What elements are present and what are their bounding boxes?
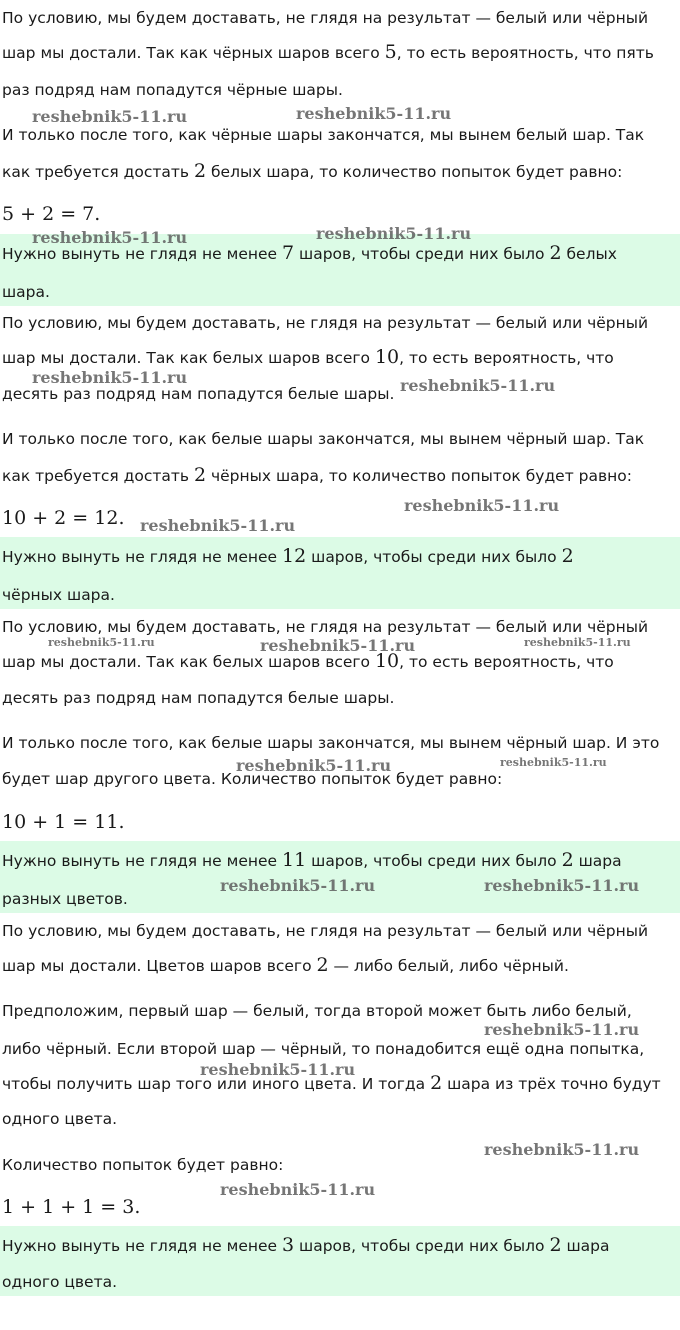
solution-text: шар мы достали. Так как белых шаров всего 10, то есть вероятность, что (2, 650, 614, 672)
watermark: reshebnik5-11.ru (400, 376, 556, 395)
formula: 10 + 1 = 11. (2, 811, 125, 833)
answer-text: чёрных шара. (2, 586, 115, 604)
answer-text: шара. (2, 283, 50, 301)
solution-text: чтобы получить шар того или иного цвета. И тогда 2 шара из трёх точно будут (2, 1072, 661, 1094)
watermark: reshebnik5-11.ru (140, 516, 296, 535)
solution-text: И только после того, как чёрные шары закончатся, мы вынем белый шар. Так (2, 126, 645, 144)
answer-text: Нужно вынуть не глядя не менее 7 шаров, чтобы среди них было 2 белых (2, 242, 617, 264)
answer-text: Нужно вынуть не глядя не менее 12 шаров, чтобы среди них было 2 (2, 545, 574, 567)
watermark: reshebnik5-11.ru (484, 1140, 640, 1159)
watermark: reshebnik5-11.ru (484, 876, 640, 895)
solution-text: как требуется достать 2 белых шара, то количество попыток будет равно: (2, 160, 623, 182)
watermark: reshebnik5-11.ru (524, 636, 631, 649)
watermark: reshebnik5-11.ru (48, 636, 155, 649)
watermark: reshebnik5-11.ru (260, 636, 416, 655)
watermark: reshebnik5-11.ru (200, 1060, 356, 1079)
watermark: reshebnik5-11.ru (404, 496, 560, 515)
answer-box (0, 1226, 680, 1296)
watermark: reshebnik5-11.ru (32, 368, 188, 387)
solution-text: десять раз подряд нам попадутся белые шары. (2, 385, 395, 403)
solution-text: одного цвета. (2, 1110, 118, 1128)
solution-text: шар мы достали. Так как чёрных шаров всего 5, то есть вероятность, что пять (2, 41, 654, 63)
watermark: reshebnik5-11.ru (484, 1020, 640, 1039)
watermark: reshebnik5-11.ru (220, 1180, 376, 1199)
solution-text: шар мы достали. Цветов шаров всего 2 — либо белый, либо чёрный. (2, 954, 569, 976)
watermark: reshebnik5-11.ru (316, 224, 472, 243)
solution-text: Количество попыток будет равно: (2, 1156, 284, 1174)
solution-text: И только после того, как белые шары закончатся, мы вынем чёрный шар. И это (2, 734, 660, 752)
formula: 10 + 2 = 12. (2, 507, 125, 529)
solution-text: шар мы достали. Так как белых шаров всего 10, то есть вероятность, что (2, 346, 614, 368)
solution-text: как требуется достать 2 чёрных шара, то количество попыток будет равно: (2, 464, 632, 486)
answer-text: разных цветов. (2, 890, 128, 908)
solution-text: либо чёрный. Если второй шар — чёрный, то понадобится ещё одна попытка, (2, 1040, 645, 1058)
watermark: reshebnik5-11.ru (220, 876, 376, 895)
watermark: reshebnik5-11.ru (236, 756, 392, 775)
watermark: reshebnik5-11.ru (500, 756, 607, 769)
solution-text: По условию, мы будем доставать, не глядя на результат — белый или чёрный (2, 314, 649, 332)
solution-text: раз подряд нам попадутся чёрные шары. (2, 81, 343, 99)
solution-text: По условию, мы будем доставать, не глядя на результат — белый или чёрный (2, 9, 649, 27)
solution-text: будет шар другого цвета. Количество попыток будет равно: (2, 770, 503, 788)
solution-text: По условию, мы будем доставать, не глядя на результат — белый или чёрный (2, 618, 649, 636)
watermark: reshebnik5-11.ru (32, 107, 188, 126)
answer-box (0, 537, 680, 609)
watermark: reshebnik5-11.ru (32, 228, 188, 247)
answer-text: Нужно вынуть не глядя не менее 11 шаров, чтобы среди них было 2 шара (2, 849, 622, 871)
watermark: reshebnik5-11.ru (296, 104, 452, 123)
solution-text: десять раз подряд нам попадутся белые шары. (2, 689, 395, 707)
answer-text: одного цвета. (2, 1273, 118, 1291)
answer-text: Нужно вынуть не глядя не менее 3 шаров, чтобы среди них было 2 шара (2, 1234, 610, 1256)
formula: 5 + 2 = 7. (2, 203, 101, 225)
formula: 1 + 1 + 1 = 3. (2, 1196, 141, 1218)
solution-text: По условию, мы будем доставать, не глядя на результат — белый или чёрный (2, 922, 649, 940)
solution-text: И только после того, как белые шары закончатся, мы вынем чёрный шар. Так (2, 430, 645, 448)
solution-text: Предположим, первый шар — белый, тогда второй может быть либо белый, (2, 1002, 632, 1020)
